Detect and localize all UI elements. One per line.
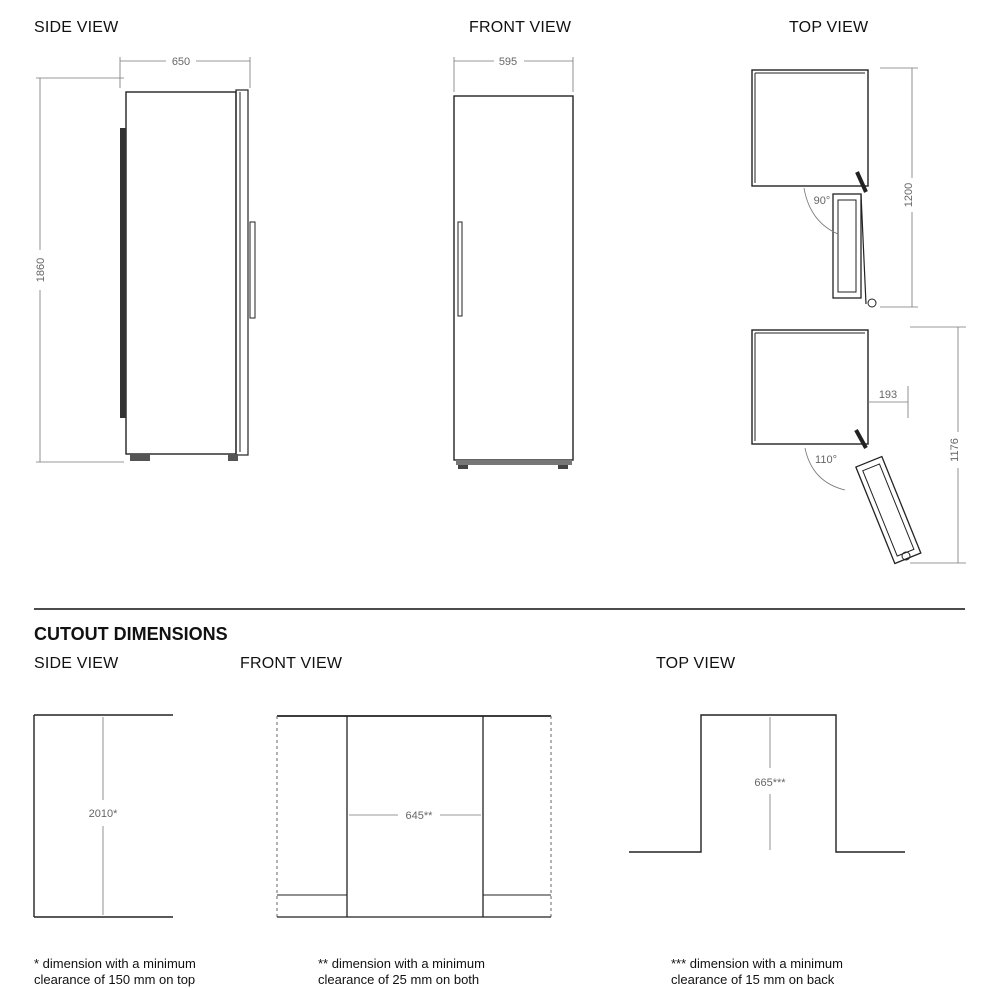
side-height-label: 1860 bbox=[35, 257, 47, 283]
footnote-line: clearance of 25 mm on both bbox=[318, 972, 480, 987]
front-width-label: 595 bbox=[498, 56, 518, 68]
cutout-side-view-title: SIDE VIEW bbox=[34, 655, 119, 672]
top-view-90-drawing bbox=[752, 68, 918, 307]
cutout-heading: CUTOUT DIMENSIONS bbox=[34, 624, 228, 644]
footnote-line: ** dimension with a minimum bbox=[318, 956, 485, 971]
top-clearance-label: 193 bbox=[878, 389, 898, 401]
cutout-front-view-title: FRONT VIEW bbox=[240, 655, 343, 672]
side-width-label: 650 bbox=[171, 56, 191, 68]
side-view-drawing bbox=[35, 56, 255, 462]
cutout-height-label: 2010* bbox=[88, 808, 118, 820]
top-depth-90-label: 1200 bbox=[903, 182, 915, 208]
cutout-front-drawing bbox=[277, 716, 551, 917]
footnote-line: * dimension with a minimum bbox=[34, 956, 196, 971]
footnote-line: *** dimension with a minimum bbox=[671, 956, 843, 971]
footnote-line: clearance of 15 mm on back bbox=[671, 972, 835, 987]
cutout-side-drawing bbox=[34, 715, 173, 917]
footnote-line: clearance of 150 mm on top bbox=[34, 972, 196, 987]
footnote-side-clearance bbox=[318, 956, 485, 988]
front-view-title: FRONT VIEW bbox=[469, 19, 572, 36]
footnote-back-clearance bbox=[671, 956, 843, 988]
top-angle-110-label: 110° bbox=[815, 454, 837, 466]
footnote-top-clearance bbox=[34, 956, 196, 988]
cutout-top-view-title: TOP VIEW bbox=[656, 655, 736, 672]
top-depth-110-label: 1176 bbox=[949, 438, 961, 462]
top-angle-90-label: 90° bbox=[813, 195, 831, 207]
top-view-110-drawing bbox=[752, 327, 966, 564]
cutout-depth-label: 665*** bbox=[754, 777, 786, 789]
side-view-title: SIDE VIEW bbox=[34, 19, 119, 36]
cutout-top-drawing bbox=[629, 715, 905, 852]
top-view-title: TOP VIEW bbox=[789, 19, 869, 36]
front-view-drawing bbox=[454, 56, 573, 469]
cutout-width-label: 645** bbox=[405, 810, 433, 822]
